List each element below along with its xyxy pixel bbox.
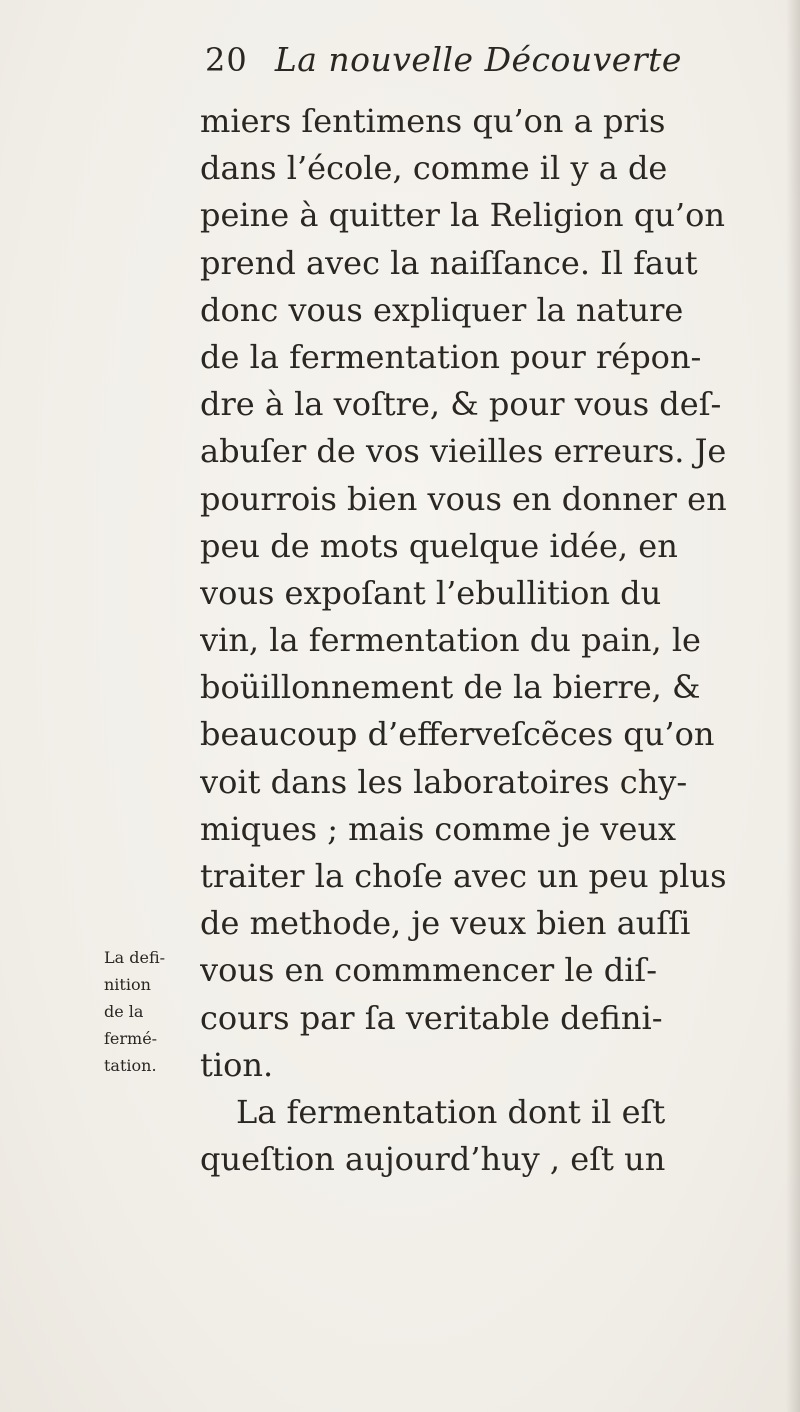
- text-line: de la fermentation pour répon-: [200, 337, 702, 376]
- text-line: traiter la choſe avec un peu plus: [200, 857, 727, 895]
- text-line: dans l’école, comme il y a de: [200, 149, 668, 188]
- text-line: miers ſentimens qu’on a pris: [200, 102, 666, 140]
- text-line: tion.: [200, 1045, 274, 1084]
- text-line: miques ; mais comme je veux: [200, 809, 677, 848]
- running-header: [205, 40, 765, 94]
- text-line: pourrois bien vous en donner en: [200, 479, 727, 518]
- margin-note-line: de la: [104, 1002, 144, 1021]
- text-line: de methode, je veux bien auſſi: [200, 904, 691, 943]
- text-line: queſtion aujourd’huy , eſt un: [200, 1140, 666, 1179]
- text-line: donc vous expliquer la nature: [200, 290, 684, 329]
- margin-note-line: nition: [104, 975, 151, 994]
- margin-note: [104, 944, 190, 1079]
- text-line: boüillonnement de la bierre, &: [200, 668, 701, 707]
- margin-note-line: tation.: [104, 1056, 157, 1075]
- margin-note-line: fermé-: [104, 1029, 158, 1048]
- running-title: La nouvelle Découverte: [274, 40, 682, 79]
- text-line: vous en commmencer le diſ-: [200, 951, 658, 990]
- text-line: abuſer de vos vieilles erreurs. Je: [200, 432, 727, 471]
- text-line: dre à la voſtre, & pour vous deſ-: [200, 385, 722, 424]
- page-number: 20: [205, 41, 248, 79]
- paragraph-start-line: La fermentation dont il eſt: [236, 1092, 666, 1131]
- text-line: peine à quitter la Religion qu’on: [200, 196, 725, 235]
- text-line: prend avec la naiſſance. Il faut: [200, 243, 698, 282]
- text-line: voit dans les laboratoires chy-: [200, 762, 688, 801]
- text-line: beaucoup d’efferveſcẽces qu’on: [200, 715, 715, 754]
- text-line: peu de mots quelque idée, en: [200, 526, 678, 565]
- margin-note-line: La defi-: [104, 948, 166, 967]
- text-line: cours par ſa veritable defini-: [200, 998, 663, 1037]
- text-line: vous expoſant l’ebullition du: [200, 573, 662, 612]
- text-line: vin, la fermentation du pain, le: [200, 621, 701, 660]
- body-text: [200, 98, 800, 1238]
